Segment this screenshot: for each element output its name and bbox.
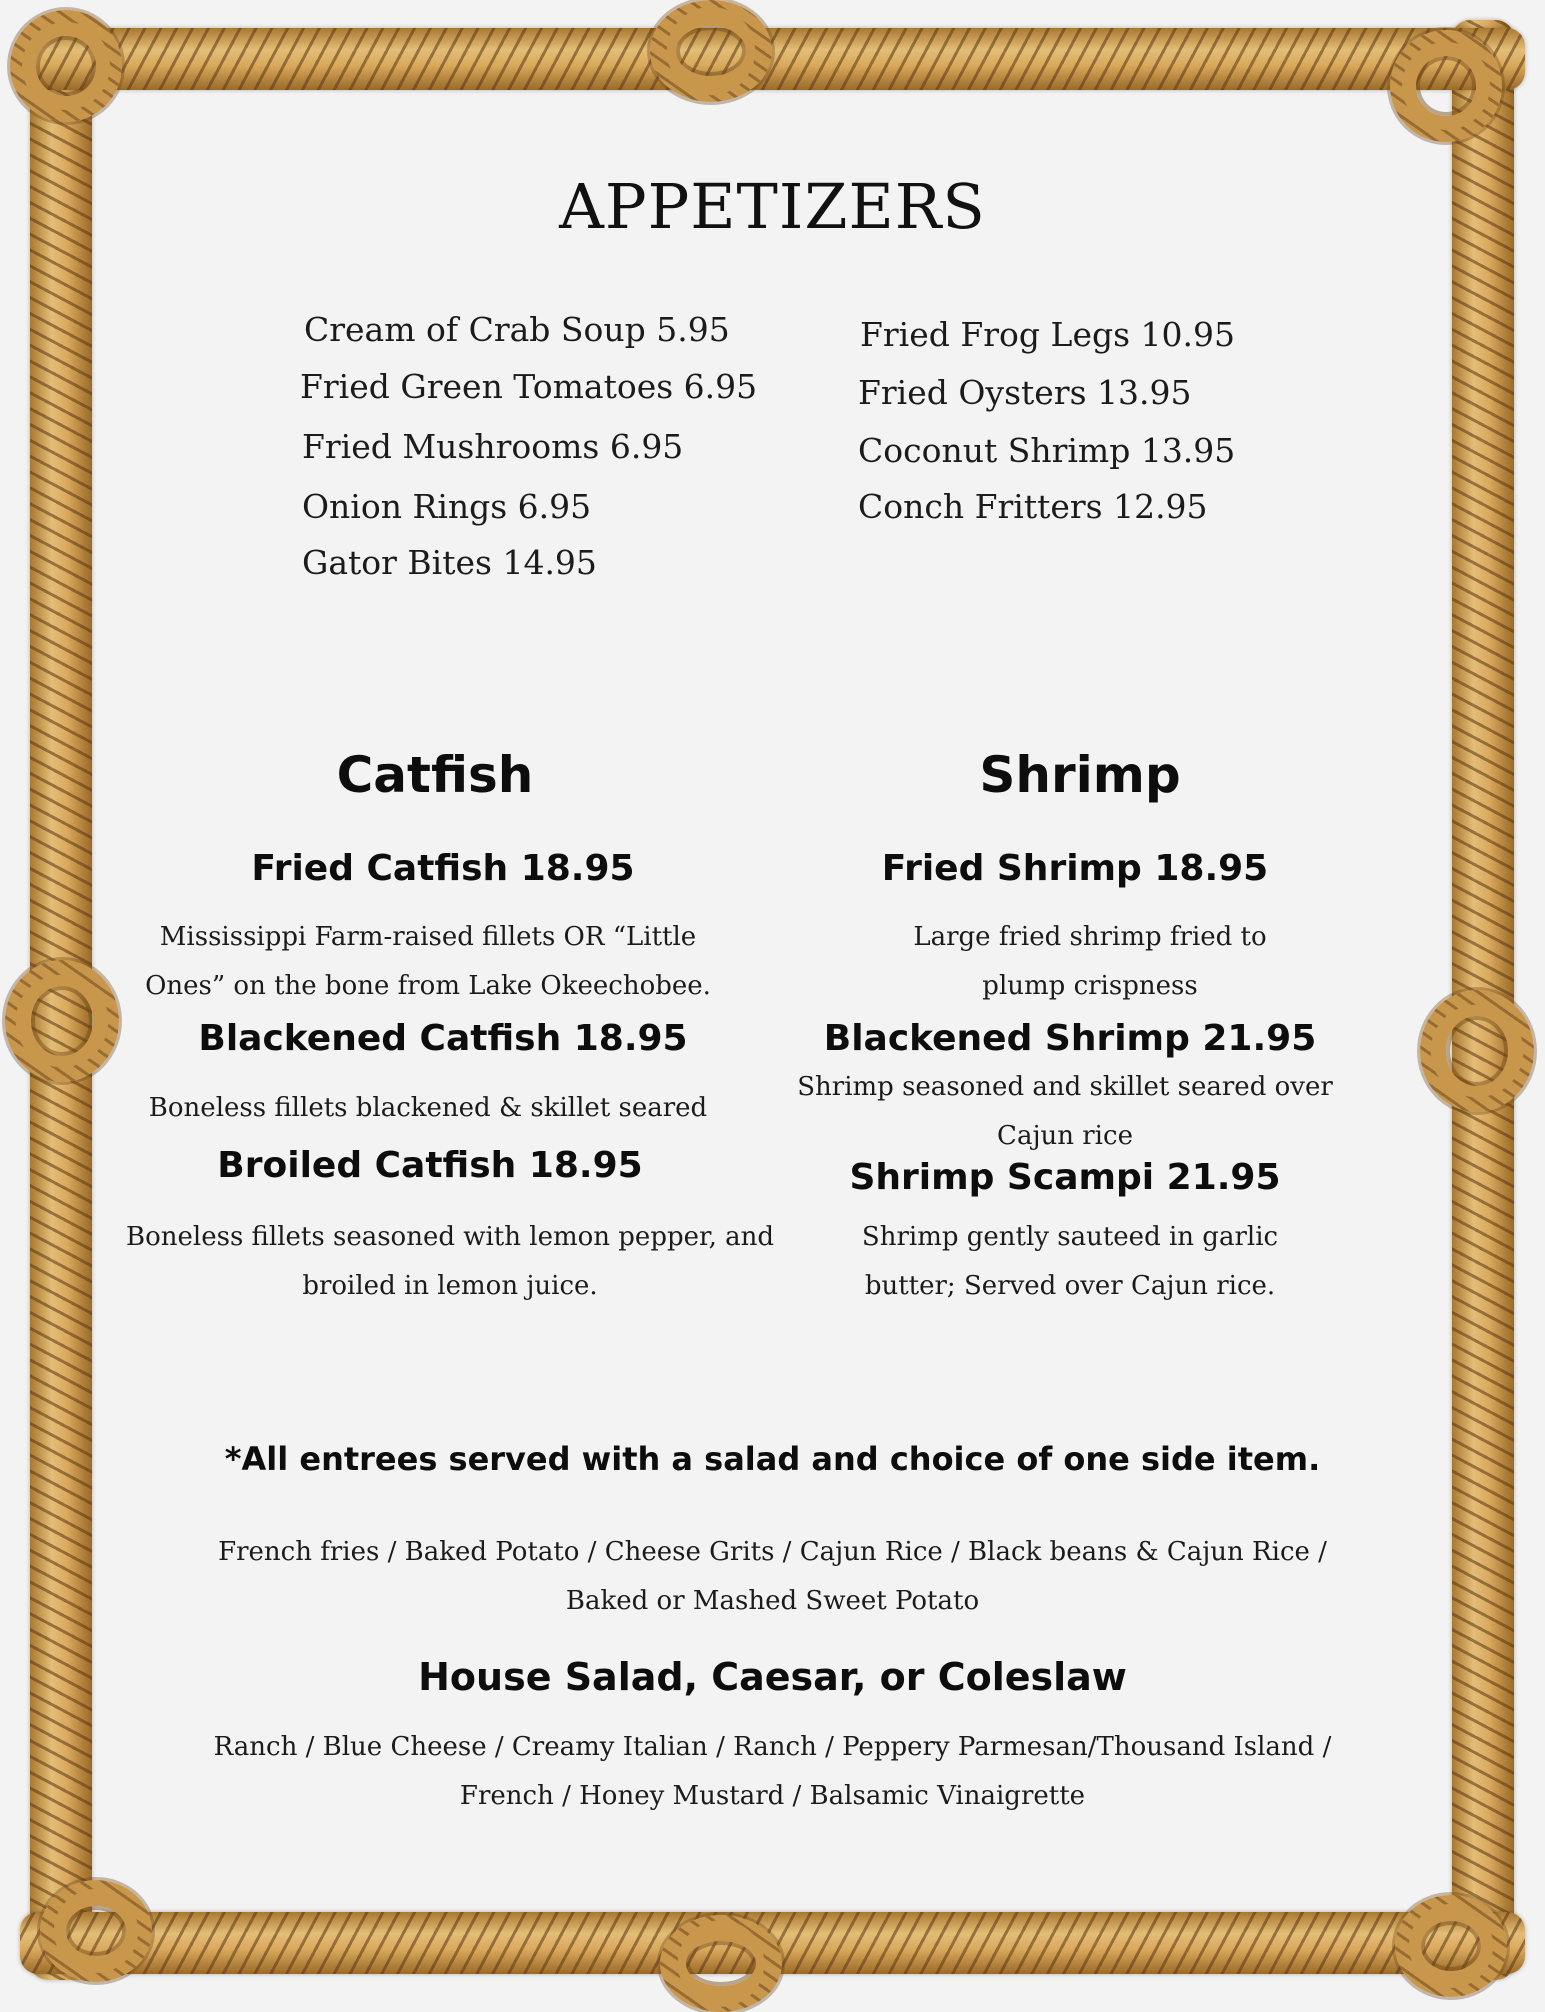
- salad-heading: House Salad, Caesar, or Coleslaw: [418, 1655, 1127, 1699]
- shrimp-heading: Shrimp: [979, 746, 1181, 804]
- appetizer-item: Fried Green Tomatoes 6.95: [300, 367, 758, 406]
- menu-item-description: Boneless fillets seasoned with lemon pepper, and broiled in lemon juice.: [126, 1222, 774, 1301]
- rope-top: [20, 28, 1525, 90]
- rope-knot-bottom-center: [660, 1915, 782, 2012]
- menu-item-name: Blackened Catfish 18.95: [198, 1018, 688, 1059]
- appetizer-item: Fried Mushrooms 6.95: [302, 427, 684, 466]
- appetizer-item: Fried Frog Legs 10.95: [860, 315, 1235, 354]
- menu-item-description: Shrimp seasoned and skillet seared over Cajun rice: [797, 1072, 1333, 1151]
- rope-knot-top-right: [1390, 30, 1502, 142]
- menu-item-name: Blackened Shrimp 21.95: [823, 1018, 1317, 1059]
- rope-knot-right-middle: [1420, 990, 1534, 1112]
- rope-knot-top-center: [650, 0, 772, 102]
- appetizer-item: Coconut Shrimp 13.95: [858, 431, 1236, 470]
- appetizer-item: Onion Rings 6.95: [302, 487, 592, 526]
- dressings-list-line-2: French / Honey Mustard / Balsamic Vinaigrette: [459, 1781, 1086, 1811]
- entree-note: *All entrees served with a salad and choice of one side item.: [224, 1440, 1321, 1478]
- menu-item-name: Fried Shrimp 18.95: [881, 848, 1269, 889]
- menu-item-name: Fried Catfish 18.95: [251, 848, 635, 889]
- dressings-list-line-1: Ranch / Blue Cheese / Creamy Italian / Ranch / Peppery Parmesan/Thousand Island /: [213, 1732, 1332, 1762]
- catfish-heading: Catfish: [336, 746, 534, 804]
- appetizer-item: Conch Fritters 12.95: [858, 487, 1208, 526]
- page-title: APPETIZERS: [559, 170, 986, 243]
- appetizer-item: Cream of Crab Soup 5.95: [304, 310, 730, 349]
- appetizer-item: Gator Bites 14.95: [302, 543, 597, 582]
- sides-list-line-2: Baked or Mashed Sweet Potato: [565, 1586, 980, 1616]
- menu-item-description: Shrimp gently sauteed in garlic butter; Served over Cajun rice.: [861, 1222, 1279, 1301]
- rope-knot-top-left: [10, 10, 122, 122]
- menu-item-description: Mississippi Farm-raised fillets OR “Little Ones” on the bone from Lake Okeechobee.: [145, 922, 711, 1001]
- rope-knot-bottom-left: [40, 1880, 152, 1982]
- menu-item-name: Shrimp Scampi 21.95: [849, 1157, 1281, 1198]
- rope-knot-left-middle: [5, 960, 119, 1082]
- menu-item-name: Broiled Catfish 18.95: [217, 1145, 643, 1186]
- sides-list-line-1: French fries / Baked Potato / Cheese Grits / Cajun Rice / Black beans & Cajun Rice /: [218, 1537, 1327, 1567]
- menu-item-description: Large fried shrimp fried to plump crispness: [913, 922, 1267, 1001]
- appetizer-item: Fried Oysters 13.95: [858, 373, 1192, 412]
- rope-knot-bottom-right: [1395, 1895, 1507, 1997]
- menu-item-description: Boneless fillets blackened & skillet seared: [148, 1093, 708, 1123]
